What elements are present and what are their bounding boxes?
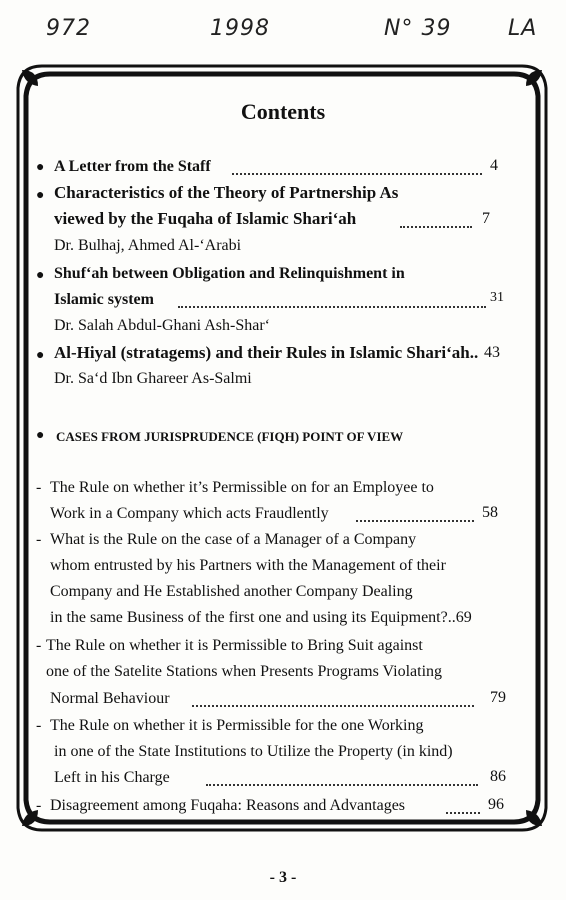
toc-entry-author: Dr. Salah Abdul-Ghani Ash-Shar‘: [54, 317, 270, 334]
toc-entry-page: 43: [484, 344, 500, 361]
case-dash: -: [36, 797, 42, 814]
case-title: one of the Satelite Stations when Presents Programs Violating: [46, 663, 443, 680]
case-title: The Rule on whether it’s Permissible on for an Employee to: [50, 479, 434, 496]
dot-leader: [232, 173, 482, 175]
case-page: 79: [490, 689, 506, 706]
bullet-icon: ●: [36, 348, 45, 363]
dot-leader: [192, 705, 474, 707]
toc-entry-author: Dr. Sa‘d Ibn Ghareer As-Salmi: [54, 370, 252, 387]
bullet-icon: ●: [36, 428, 45, 443]
bullet-icon: ●: [36, 188, 45, 203]
toc-entry-title: Islamic system: [54, 291, 154, 308]
case-title: in one of the State Institutions to Utilize the Property (in kind): [54, 743, 453, 760]
toc-entry-page: 31: [490, 290, 504, 305]
toc-entry-title: Characteristics of the Theory of Partnership As: [54, 183, 399, 202]
toc-entry-author: Dr. Bulhaj, Ahmed Al-‘Arabi: [54, 237, 242, 254]
case-title: What is the Rule on the case of a Manager of a Company: [50, 531, 417, 548]
case-title: The Rule on whether it is Permissible for the one Working: [50, 717, 424, 734]
toc-entry-title: Shuf‘ah between Obligation and Relinquishment in: [54, 265, 405, 282]
toc-entry-title: viewed by the Fuqaha of Islamic Shari‘ah: [54, 209, 357, 228]
handwritten-note-1: 972: [46, 16, 91, 41]
case-title: Normal Behaviour: [50, 690, 170, 707]
handwritten-note-4: LA: [508, 16, 538, 41]
case-dash: -: [36, 479, 42, 496]
case-dash: -: [36, 531, 42, 548]
dot-leader: [206, 784, 478, 786]
toc-entry-page: 7: [482, 210, 490, 227]
section-heading: CASES FROM JURISPRUDENCE (FIQH) POINT OF VIEW: [56, 429, 404, 444]
toc-entry-title: Al-Hiyal (stratagems) and their Rules in Islamic Shari‘ah..: [54, 343, 479, 362]
dot-leader: [356, 520, 474, 522]
dot-leader: [178, 306, 486, 308]
case-title: The Rule on whether it is Permissible to Bring Suit against: [46, 637, 423, 654]
toc-entry-page: 4: [490, 157, 498, 174]
dot-leader: [400, 226, 472, 228]
page-number: - 3 -: [269, 869, 297, 886]
case-title: Left in his Charge: [54, 769, 170, 786]
bullet-icon: ●: [36, 268, 45, 283]
case-page: 86: [490, 768, 506, 785]
case-title: Work in a Company which acts Fraudlently: [50, 505, 329, 522]
case-title: whom entrusted by his Partners with the Management of their: [50, 557, 446, 574]
dot-leader: [446, 812, 480, 814]
page-title: Contents: [240, 99, 326, 124]
case-dash: -: [36, 637, 42, 654]
case-title: in the same Business of the first one and using its Equipment?..69: [50, 609, 472, 626]
handwritten-note-3: N° 39: [384, 16, 452, 41]
bullet-icon: ●: [36, 160, 45, 175]
case-title: Disagreement among Fuqaha: Reasons and Advantages: [50, 797, 406, 814]
toc-entry-title: A Letter from the Staff: [54, 158, 211, 175]
case-title: Company and He Established another Company Dealing: [50, 583, 413, 600]
case-page: 58: [482, 504, 498, 521]
case-page: 96: [488, 796, 504, 813]
handwritten-note-2: 1998: [210, 16, 270, 41]
case-dash: -: [36, 717, 42, 734]
